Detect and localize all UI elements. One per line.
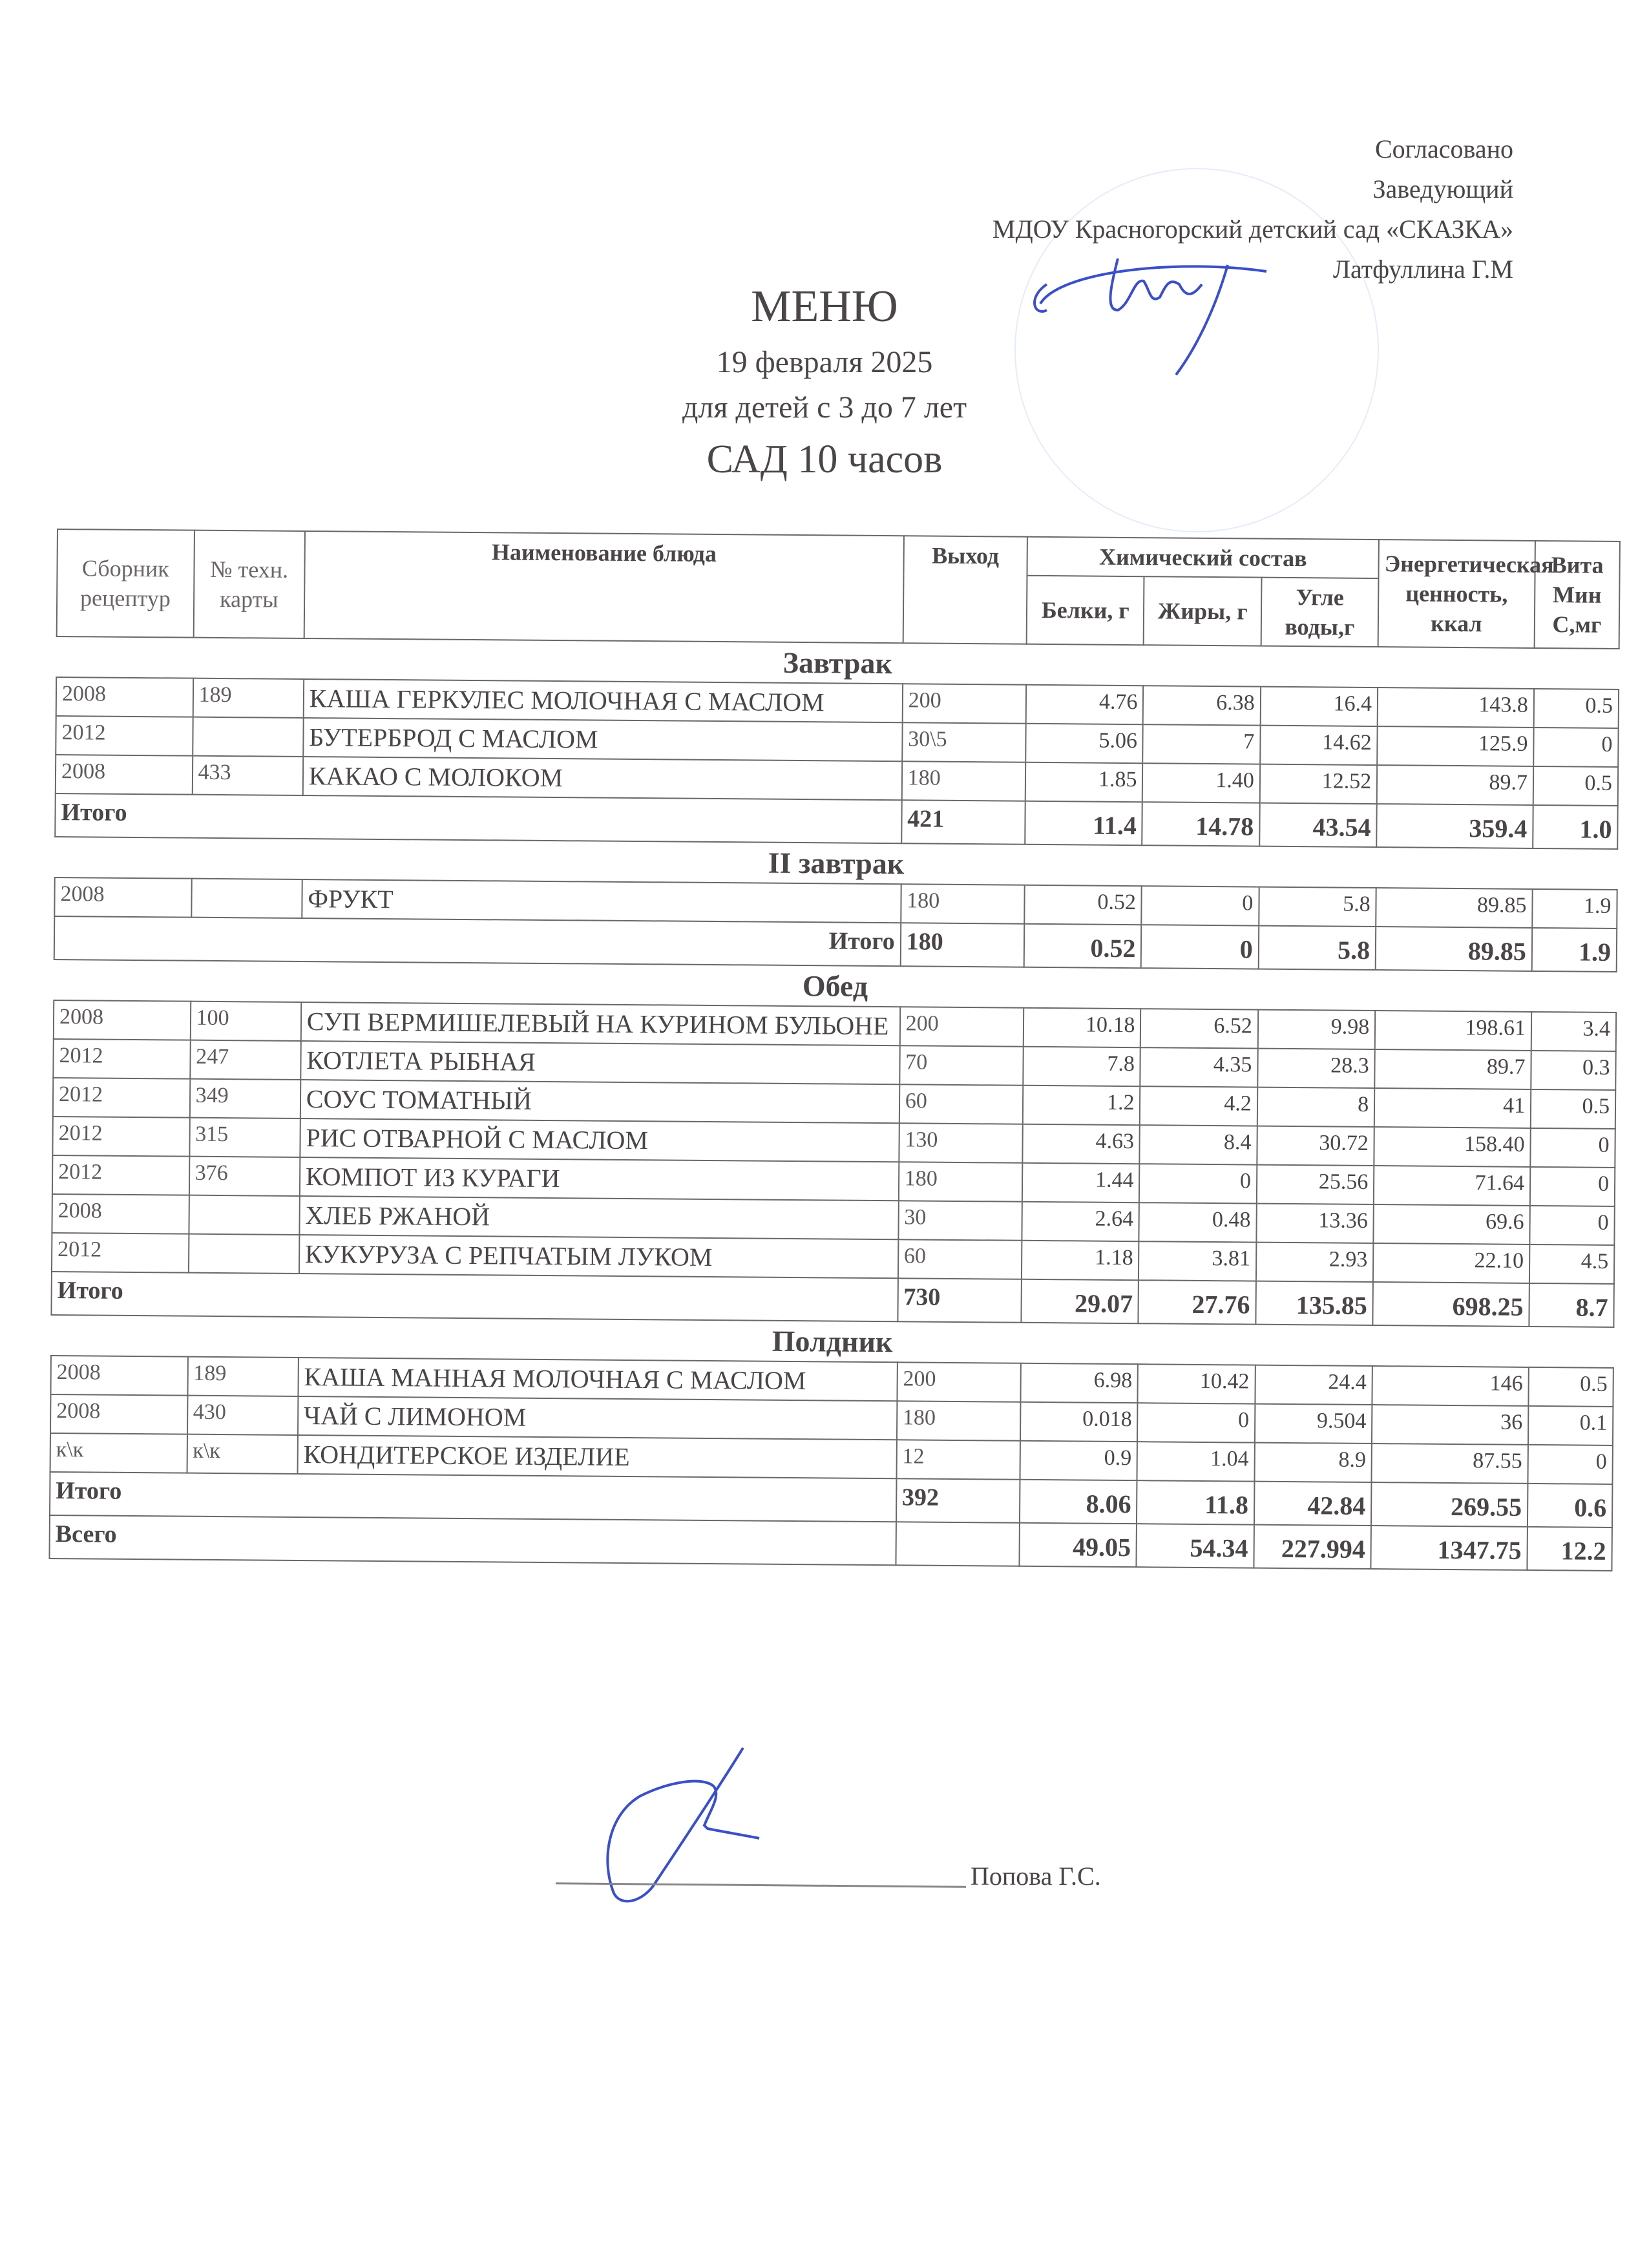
cell-fat: 10.42 — [1138, 1364, 1255, 1403]
total-label: Итого — [54, 916, 901, 966]
grand-total-fat: 54.34 — [1137, 1524, 1254, 1568]
total-protein: 11.4 — [1025, 801, 1142, 845]
cell-card: 100 — [190, 1002, 301, 1041]
signatory-name: Попова Г.С. — [971, 1862, 1101, 1891]
cell-fat: 4.2 — [1140, 1086, 1257, 1126]
total-carbs: 42.84 — [1254, 1482, 1372, 1526]
cell-protein: 1.2 — [1023, 1086, 1140, 1125]
cell-vitamin: 0.5 — [1533, 766, 1618, 806]
cell-fat: 4.35 — [1140, 1047, 1258, 1087]
cell-source: 2008 — [50, 1394, 187, 1434]
cell-vitamin: 3.4 — [1531, 1012, 1616, 1051]
cell-vitamin: 0 — [1529, 1206, 1614, 1245]
cell-source: 2008 — [50, 1356, 187, 1396]
cell-yield: 200 — [902, 684, 1026, 724]
cell-fat: 0 — [1137, 1403, 1255, 1442]
cell-energy: 22.10 — [1373, 1243, 1529, 1283]
cell-energy: 41 — [1374, 1088, 1531, 1128]
cell-carbs: 8 — [1257, 1087, 1375, 1127]
cell-yield: 180 — [899, 1162, 1023, 1202]
total-fat: 11.8 — [1137, 1480, 1254, 1524]
cell-carbs: 24.4 — [1255, 1365, 1372, 1405]
cell-yield: 30 — [898, 1201, 1022, 1241]
cell-dish: КАША МАННАЯ МОЛОЧНАЯ С МАСЛОМ — [298, 1358, 897, 1401]
cell-yield: 180 — [901, 761, 1025, 801]
cell-dish: ХЛЕБ РЖАНОЙ — [299, 1196, 898, 1239]
cell-fat: 6.38 — [1143, 686, 1261, 725]
institution-name: МДОУ Красногорский детский сад «СКАЗКА» — [992, 215, 1513, 244]
section-title: Полдник — [51, 1315, 1613, 1368]
cell-fat: 0 — [1139, 1164, 1257, 1203]
cell-vitamin: 0.5 — [1528, 1367, 1613, 1407]
cell-yield: 180 — [897, 1401, 1021, 1441]
cell-source: 2008 — [54, 877, 191, 918]
cell-card — [193, 717, 304, 757]
cell-carbs: 30.72 — [1257, 1126, 1374, 1166]
cell-dish: КУКУРУЗА С РЕПЧАТЫМ ЛУКОМ — [299, 1235, 898, 1278]
cell-energy: 89.7 — [1377, 765, 1533, 805]
cell-energy: 87.55 — [1372, 1444, 1528, 1484]
cell-fat: 1.40 — [1142, 763, 1260, 803]
cell-source: 2012 — [52, 1117, 189, 1157]
cell-yield: 12 — [896, 1440, 1020, 1480]
cell-dish: РИС ОТВАРНОЙ С МАСЛОМ — [300, 1118, 899, 1162]
cell-source: 2012 — [52, 1155, 189, 1195]
cell-card: 189 — [187, 1357, 299, 1396]
signature-line — [556, 1882, 966, 1888]
cell-energy: 89.85 — [1376, 888, 1532, 928]
cell-dish: ЧАЙ С ЛИМОНОМ — [298, 1396, 897, 1440]
total-yield: 180 — [900, 923, 1024, 967]
total-energy: 698.25 — [1373, 1282, 1529, 1327]
cell-source: к\к — [50, 1433, 187, 1473]
header-vitamin: Вита Мин С,мг — [1535, 541, 1620, 649]
cell-carbs: 28.3 — [1257, 1049, 1375, 1088]
total-energy: 89.85 — [1376, 927, 1532, 971]
cell-protein: 1.18 — [1022, 1241, 1139, 1280]
cell-protein: 0.52 — [1024, 885, 1142, 925]
cell-protein: 0.9 — [1020, 1441, 1138, 1480]
total-protein: 0.52 — [1024, 924, 1142, 968]
total-yield: 421 — [901, 800, 1025, 845]
header-row — [58, 529, 1620, 580]
cell-source: 2008 — [54, 1000, 191, 1040]
cell-yield: 30\5 — [902, 722, 1026, 762]
total-protein: 29.07 — [1022, 1279, 1139, 1323]
approver-name: Латфуллина Г.М — [1332, 255, 1513, 284]
total-vitamin: 0.6 — [1528, 1484, 1613, 1528]
total-fat: 27.76 — [1139, 1280, 1256, 1324]
grand-total-label: Всего — [49, 1515, 896, 1565]
cell-dish: СУП ВЕРМИШЕЛЕВЫЙ НА КУРИНОМ БУЛЬОНЕ — [301, 1002, 900, 1045]
cell-energy: 125.9 — [1377, 726, 1533, 766]
cell-protein: 0.018 — [1020, 1402, 1138, 1442]
cell-fat: 7 — [1143, 724, 1261, 764]
header-dish: Наименование блюда — [304, 531, 904, 643]
cell-source: 2008 — [56, 677, 193, 717]
cell-card: 189 — [193, 678, 304, 718]
header-yield: Выход — [903, 536, 1027, 644]
cell-card: 349 — [189, 1079, 300, 1118]
approval-label: Согласовано — [1374, 134, 1513, 163]
total-protein: 8.06 — [1020, 1480, 1137, 1524]
cell-card: 430 — [187, 1396, 299, 1435]
cell-energy: 143.8 — [1378, 688, 1534, 728]
cell-protein: 10.18 — [1024, 1008, 1141, 1047]
cell-fat: 0.48 — [1139, 1202, 1257, 1242]
cell-carbs: 14.62 — [1260, 726, 1378, 765]
cell-yield: 70 — [899, 1045, 1024, 1086]
cell-dish: СОУС ТОМАТНЫЙ — [300, 1080, 899, 1123]
cell-vitamin: 0 — [1533, 728, 1618, 767]
cell-yield: 180 — [901, 884, 1025, 924]
section-title: Обед — [54, 960, 1616, 1013]
cell-source: 2008 — [52, 1194, 189, 1234]
header-energy: Энергетическая ценность, ккал — [1378, 540, 1535, 648]
header-carbs: Угле воды,г — [1261, 578, 1378, 647]
header-protein: Белки, г — [1027, 576, 1144, 645]
cell-source: 2012 — [53, 1039, 190, 1079]
cell-carbs: 2.93 — [1256, 1243, 1374, 1282]
cell-dish: БУТЕРБРОД С МАСЛОМ — [303, 718, 902, 761]
cell-energy: 198.61 — [1375, 1011, 1531, 1051]
cell-protein: 1.44 — [1022, 1163, 1140, 1202]
cell-yield: 130 — [899, 1123, 1023, 1163]
grand-total-vitamin: 12.2 — [1527, 1527, 1612, 1571]
approver-position: Заведующий — [1372, 174, 1513, 204]
cell-protein: 1.85 — [1025, 762, 1143, 802]
total-energy: 359.4 — [1376, 804, 1533, 848]
menu-table-wrapper — [48, 529, 1620, 1571]
total-yield: 730 — [898, 1278, 1022, 1323]
cell-vitamin: 0.5 — [1534, 689, 1619, 728]
cell-vitamin: 0.1 — [1528, 1406, 1613, 1445]
cell-card: к\к — [187, 1434, 298, 1474]
cell-source: 2008 — [56, 755, 193, 795]
cell-protein: 6.98 — [1021, 1363, 1139, 1403]
cell-fat: 1.04 — [1137, 1442, 1255, 1481]
cell-carbs: 8.9 — [1254, 1443, 1372, 1482]
cell-carbs: 5.8 — [1259, 887, 1376, 927]
total-yield: 392 — [896, 1478, 1020, 1523]
cell-carbs: 12.52 — [1260, 764, 1378, 804]
menu-table — [48, 529, 1620, 1571]
total-vitamin: 1.0 — [1533, 805, 1618, 849]
cell-protein: 4.76 — [1026, 685, 1144, 724]
cell-dish: КОМПОТ ИЗ КУРАГИ — [300, 1157, 899, 1201]
total-label: Итого — [50, 1472, 896, 1522]
cell-dish: КАША ГЕРКУЛЕС МОЛОЧНАЯ С МАСЛОМ — [304, 679, 903, 722]
cell-fat: 8.4 — [1140, 1125, 1257, 1164]
total-carbs: 135.85 — [1255, 1281, 1373, 1325]
cell-vitamin: 0.3 — [1531, 1051, 1615, 1090]
total-vitamin: 1.9 — [1532, 928, 1617, 972]
cell-yield: 60 — [898, 1239, 1022, 1279]
cell-energy: 146 — [1372, 1366, 1529, 1406]
cell-energy: 69.6 — [1374, 1204, 1530, 1244]
cell-card — [189, 1234, 300, 1274]
signature-block — [536, 1861, 1312, 1900]
grand-total-protein: 49.05 — [1020, 1523, 1137, 1567]
total-label: Итого — [55, 793, 901, 843]
total-fat: 14.78 — [1142, 802, 1260, 846]
cell-vitamin: 4.5 — [1529, 1244, 1614, 1284]
cell-card: 433 — [192, 756, 303, 795]
cell-protein: 2.64 — [1022, 1202, 1140, 1241]
cell-fat: 0 — [1142, 886, 1259, 925]
cell-fat: 3.81 — [1139, 1241, 1256, 1281]
menu-title-block — [0, 278, 1649, 486]
cell-carbs: 25.56 — [1257, 1165, 1374, 1204]
cell-energy: 158.40 — [1374, 1127, 1531, 1167]
cell-dish: КОНДИТЕРСКОЕ ИЗДЕЛИЕ — [297, 1435, 896, 1478]
cell-vitamin: 1.9 — [1532, 889, 1617, 929]
cell-energy: 71.64 — [1374, 1166, 1530, 1206]
section-title: Завтрак — [56, 636, 1619, 689]
grand-total-carbs: 227.994 — [1254, 1525, 1371, 1569]
cell-vitamin: 0 — [1530, 1167, 1615, 1206]
cell-dish: КОТЛЕТА РЫБНАЯ — [300, 1041, 899, 1084]
cell-fat: 6.52 — [1140, 1009, 1258, 1048]
total-label: Итого — [51, 1272, 898, 1321]
grand-total-yield — [896, 1522, 1020, 1566]
cell-dish: ФРУКТ — [302, 879, 901, 923]
stay-group: САД 10 часов — [706, 437, 943, 481]
cell-card — [191, 879, 302, 918]
cell-vitamin: 0 — [1528, 1445, 1612, 1484]
page-title: МЕНЮ — [751, 282, 898, 331]
cell-carbs: 9.504 — [1255, 1404, 1372, 1444]
header-source: Сборник рецептур — [57, 529, 194, 638]
grand-total-energy: 1347.75 — [1371, 1526, 1528, 1570]
cell-dish: КАКАО С МОЛОКОМ — [303, 757, 902, 800]
cell-card — [189, 1195, 300, 1235]
total-carbs: 5.8 — [1259, 926, 1376, 970]
total-fat: 0 — [1141, 925, 1259, 969]
cell-protein: 7.8 — [1023, 1047, 1140, 1086]
cell-carbs: 16.4 — [1260, 687, 1378, 726]
cell-vitamin: 0 — [1530, 1128, 1615, 1168]
total-energy: 269.55 — [1371, 1482, 1528, 1527]
cell-yield: 60 — [899, 1084, 1024, 1124]
cell-protein: 4.63 — [1022, 1124, 1140, 1164]
header-chem: Химический состав — [1027, 537, 1380, 578]
total-carbs: 43.54 — [1259, 803, 1377, 847]
age-group: для детей с 3 до 7 лет — [682, 390, 967, 425]
menu-date: 19 февраля 2025 — [716, 345, 933, 379]
menu-body — [49, 636, 1619, 1571]
cell-energy: 36 — [1372, 1405, 1528, 1445]
cell-card: 315 — [189, 1118, 300, 1157]
cell-source: 2012 — [52, 1233, 189, 1273]
header-fat: Жиры, г — [1144, 576, 1261, 646]
cell-card: 247 — [190, 1040, 301, 1080]
cell-vitamin: 0.5 — [1531, 1089, 1615, 1129]
cell-card: 376 — [189, 1157, 300, 1196]
cell-carbs: 13.36 — [1256, 1204, 1374, 1243]
cell-yield: 200 — [899, 1007, 1024, 1047]
cell-protein: 5.06 — [1025, 724, 1143, 763]
header-card: № техн. карты — [193, 530, 305, 638]
cell-energy: 89.7 — [1374, 1049, 1531, 1089]
cell-source: 2012 — [53, 1078, 190, 1118]
total-vitamin: 8.7 — [1529, 1283, 1614, 1327]
cell-yield: 200 — [897, 1362, 1021, 1402]
cell-carbs: 9.98 — [1258, 1010, 1376, 1049]
section-title: II завтрак — [55, 837, 1617, 890]
cell-source: 2012 — [56, 716, 193, 756]
